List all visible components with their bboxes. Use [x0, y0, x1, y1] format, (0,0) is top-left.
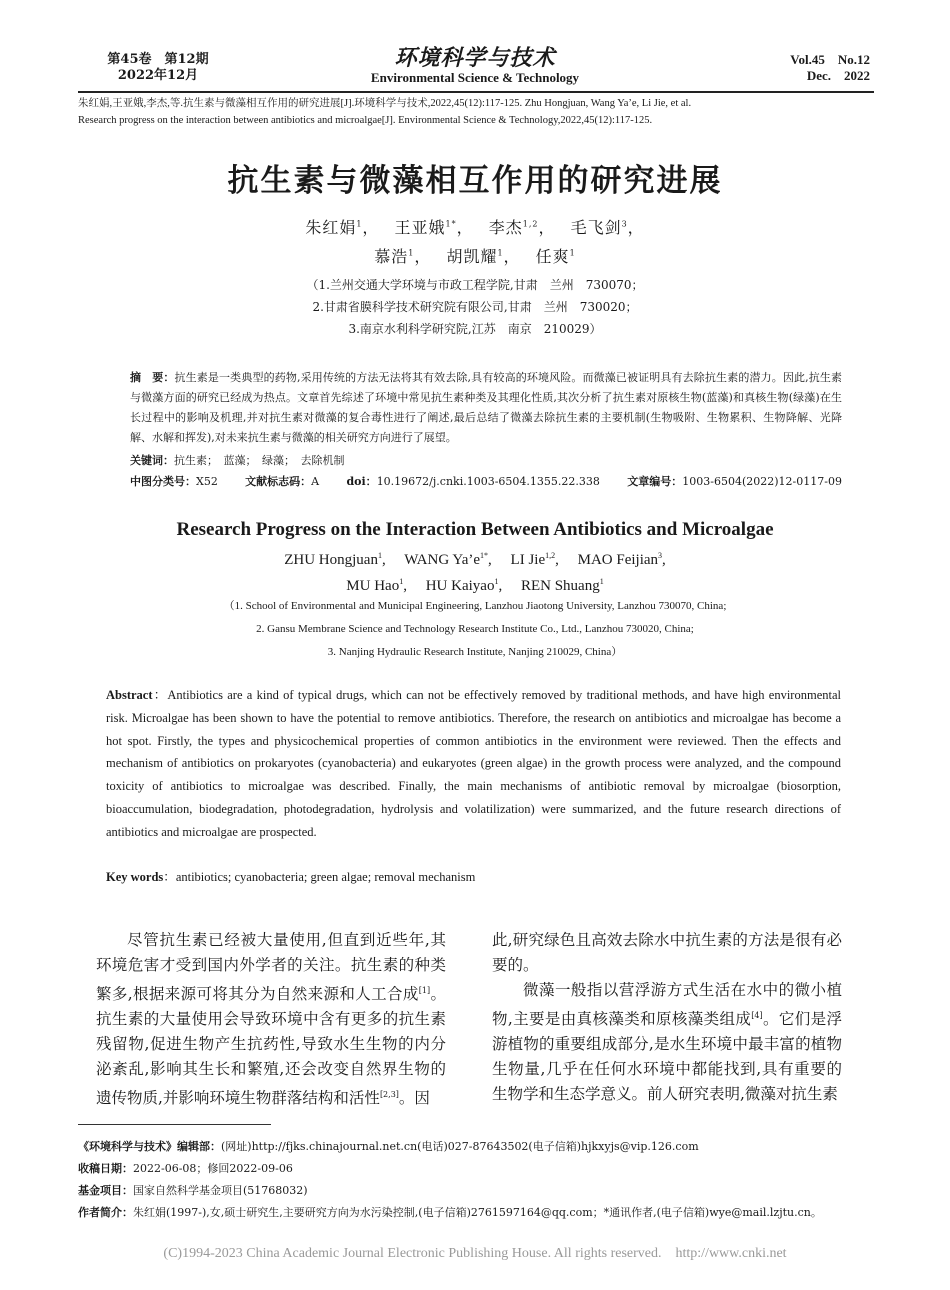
body-text: 。因	[398, 1089, 430, 1108]
footnote-label: 收稿日期：	[78, 1162, 133, 1175]
footnote-author	[78, 1204, 878, 1221]
author-name: 慕浩	[374, 247, 409, 266]
author-name-en: MAO Feijian	[577, 552, 659, 568]
author-affiliation-mark: 1	[399, 577, 404, 586]
author-name-en: LI Jie	[510, 552, 546, 568]
citation-ref: [4]	[751, 1011, 763, 1020]
keywords-cn	[130, 451, 842, 471]
author-affiliation-mark: 1	[497, 248, 504, 258]
doi-value: 10.19672/j.cnki.1003-6504.1355.22.338	[376, 475, 600, 488]
author-name-en: MU Hao	[346, 578, 400, 594]
affiliation-en-3: 3. Nanjing Hydraulic Research Institute, Nanjing 210029, China）	[327, 646, 623, 658]
author-affiliation-mark: 1	[408, 248, 415, 258]
footnote-rule	[78, 1124, 271, 1125]
author-affiliation-mark: 1	[599, 577, 604, 586]
body-column-left	[96, 928, 446, 1111]
keywords-en-text: antibiotics; cyanobacteria; green algae; removal mechanism	[175, 870, 476, 884]
author-name-en: ZHU Hongjuan	[284, 552, 378, 568]
body-text: 微藻一般指以营浮游方式生活在水中的微小植物,主要是由真核藻类和原核藻类组成	[492, 981, 842, 1029]
abstract-cn	[130, 368, 842, 448]
abstract-en-label: Abstract	[106, 688, 153, 702]
volume-en: Vol.45 No.12	[790, 52, 870, 67]
title-en: Research Progress on the Interaction Between Antibiotics and Microalgae	[176, 519, 774, 540]
affiliation-cn-2: 2.甘肃省膜科学技术研究院有限公司,甘肃 兰州 730020；	[312, 300, 638, 314]
affiliation-en-2: 2. Gansu Membrane Science and Technology Research Institute Co., Ltd., Lanzhou 730020, China;	[256, 623, 694, 635]
author-affiliation-mark: 3	[658, 551, 663, 560]
keywords-en-label: Key words	[106, 870, 164, 884]
author-affiliation-mark: 1*	[445, 219, 457, 229]
body-text: 。抗生素的大量使用会导致环境中含有更多的抗生素残留物,促进生物产生抗药性,导致水生生物的内分泌紊乱,影响其生长和繁殖,还会改变自然界生物的遗传物质,并影响环境生物群落结构和活性	[96, 985, 446, 1108]
doi	[346, 473, 599, 491]
citation-line-1: 朱红娟,王亚娥,李杰,等.抗生素与微藻相互作用的研究进展[J].环境科学与技术,2022,45(12):117-125. Zhu Hongjuan, Wang Ya’e, Li Jie, et al.	[78, 98, 692, 109]
journal-masthead	[330, 46, 620, 86]
authors-en-line-2: MU Hao$^1$, HU Kaiyao$^1$, REN Shuang$^1$	[346, 577, 604, 594]
article-number	[627, 473, 842, 491]
footnote-label: 《环境科学与技术》编辑部：	[78, 1140, 221, 1153]
author-affiliation-mark: 1	[356, 219, 363, 229]
author-name-en: REN Shuang	[520, 578, 600, 594]
affiliations-en	[0, 595, 950, 664]
authors-en-line-1: ZHU Hongjuan$^1$, WANG $Ya’e^{1*}$, LI Jie$^{1,2}$, MAO Feijian$^3$,	[284, 551, 666, 568]
date-en: Dec. 2022	[806, 68, 870, 83]
abstract-en	[106, 684, 841, 844]
volume-cn: 第45卷 第12期	[107, 52, 209, 67]
body-paragraph: 此,研究绿色且高效去除水中抗生素的方法是很有必要的。	[492, 931, 842, 974]
author-affiliation-mark: 1	[377, 551, 382, 560]
clc-label: 中图分类号：	[130, 475, 196, 488]
author-name: 朱红娟	[305, 218, 357, 237]
body-paragraph	[96, 928, 446, 1111]
authors-cn-line-2: 慕浩$^1$， 胡凯耀$^1$， 任爽$^1$	[374, 247, 576, 266]
citation-ref: [1]	[418, 986, 431, 995]
article-number-value: 1003-6504(2022)12-0117-09	[682, 475, 842, 488]
affiliation-cn-3: 3.南京水利科学研究院,江苏 南京 210029）	[348, 322, 602, 336]
footnote-text: 朱红娟(1997-),女,硕士研究生,主要研究方向为水污染控制,(电子信箱)2761597164@qq.com；*通讯作者,(电子信箱)wye@mail.lzjtu.cn。	[133, 1206, 822, 1219]
author-affiliation-mark: 1	[569, 248, 576, 258]
author-affiliation-mark: 3	[621, 219, 628, 229]
doc-label: 文献标志码：	[245, 475, 312, 488]
citation-ref: [2,3]	[379, 1090, 399, 1100]
clc-number	[130, 473, 218, 491]
citation-line-2: Research progress on the interaction between antibiotics and microalgae[J]. Environmental Science & Technology,2022,45(12):117-125.	[78, 115, 653, 126]
issue-info-en	[740, 52, 870, 84]
author-name-en: WANG Ya’e	[404, 552, 481, 568]
doc-value: A	[311, 475, 320, 488]
footnote-text: 国家自然科学基金项目(51768032)	[133, 1184, 308, 1197]
date-cn: 2022年12月	[117, 68, 199, 83]
footnote-label: 基金项目：	[78, 1184, 133, 1197]
author-affiliation-mark: 1*	[480, 551, 489, 560]
body-paragraph	[492, 978, 842, 1107]
body-column-right	[492, 928, 842, 1107]
article-number-label: 文章编号：	[627, 475, 683, 488]
author-affiliation-mark: 1,2	[522, 219, 539, 229]
authors-cn-line-1: 朱红娟$^1$， 王亚娥$^{1*}$， 李杰$^{1,2}$， 毛飞剑$^3$，	[305, 218, 645, 237]
abstract-en-sep: ：	[152, 688, 168, 702]
footnote-text: (网址)http://fjks.chinajournal.net.cn(电话)027-87643502(电子信箱)hjkxyjs@vip.126.com	[221, 1140, 699, 1153]
clc-value: X52	[196, 475, 218, 488]
author-name: 任爽	[535, 247, 570, 266]
keywords-cn-text: 抗生素； 蓝藻； 绿藻； 去除机制	[174, 454, 345, 467]
author-affiliation-mark: 1	[494, 577, 499, 586]
footnote-fund	[78, 1182, 878, 1199]
affiliations-cn	[0, 274, 950, 340]
author-name: 王亚娥	[394, 218, 446, 237]
footnote-label: 作者简介：	[78, 1206, 133, 1219]
keywords-en-sep: ：	[163, 870, 176, 884]
abstract-cn-label: 摘 要：	[130, 371, 175, 384]
body-text: 尽管抗生素已经被大量使用,但直到近些年,其环境危害才受到国内外学者的关注。抗生素的种类繁多,根据来源可将其分为自然来源和人工合成	[96, 931, 446, 1004]
doi-label: doi：	[346, 475, 377, 488]
author-name: 李杰	[488, 218, 523, 237]
citation	[78, 95, 878, 129]
author-name: 胡凯耀	[446, 247, 498, 266]
author-affiliation-mark: 1,2	[545, 551, 556, 560]
footnote-editorial	[78, 1138, 878, 1155]
abstract-cn-text: 抗生素是一类典型的药物,采用传统的方法无法将其有效去除,具有较高的环境风险。而微藻已被证明具有去除抗生素的潜力。因此,抗生素与微藻方面的研究已经成为热点。文章首先综述了环境中常见抗生素种类及其理化性质,其次分析了抗生素对原核生物(蓝藻)和真核生物(绿藻)在生长过程中的影响及机理,并对抗生素对微藻的复合毒性进行了阐述,最后总结了微藻去除抗生素的主要机制(生物吸附、生物累积、生物降解、光降解、水解和挥发),对未来抗生素与微藻的相关研究方向进行了展望。	[130, 371, 842, 444]
affiliation-en-1: （1. School of Environmental and Municipal Engineering, Lanzhou Jiaotong University, Lanzhou 730070, China;	[223, 600, 727, 612]
copyright-watermark: (C)1994-2023 China Academic Journal Electronic Publishing House. All rights reserved. http://www.cnki.net	[163, 1246, 787, 1261]
footnote-text: 2022-06-08；修回2022-09-06	[133, 1162, 293, 1175]
journal-name-en: Environmental Science & Technology	[370, 70, 580, 85]
classification-row	[130, 473, 842, 491]
abstract-en-text: Antibiotics are a kind of typical drugs, which can not be effectively removed by traditional methods, and have high environmental risk. Microalgae has been shown to have the potential to remove antibiotics. Therefore, the research on antibiotics and microalgae has become a hot spot. Firstly, the types and physicochemical properties of common antibiotics in the environment were reviewed. Then the effects and mechanism of antibiotics on prokaryotes (cyanobacteria) and eukaryotes (green algae) in the growth process were analyzed, and the compound toxicity of antibiotics to microalgae was described. Finally, the main mechanisms of antibiotic removal by microalgae (biosorption, bioaccumulation, biodegradation, photodegradation, hydrolysis and volatilization) were summarized, and the future research directions of antibiotics and microalgae are prospected.	[106, 688, 841, 839]
affiliation-cn-1: （1.兰州交通大学环境与市政工程学院,甘肃 兰州 730070；	[306, 278, 644, 292]
issue-info-cn	[88, 52, 228, 84]
author-name-en: HU Kaiyao	[425, 578, 495, 594]
journal-name-cn: 环境科学与技术	[394, 45, 556, 71]
title-cn: 抗生素与微藻相互作用的研究进展	[227, 163, 723, 199]
document-code	[245, 473, 319, 491]
keywords-en	[106, 867, 841, 887]
author-name: 毛飞剑	[570, 218, 622, 237]
keywords-cn-label: 关键词：	[130, 454, 174, 467]
header-rule	[78, 91, 874, 93]
body-text: 。它们是浮游植物的重要组成部分,是水生环境中最丰富的植物生物量,几乎在任何水环境中都能找到,具有重要的生物学和生态学意义。前人研究表明,微藻对抗生素	[492, 1010, 842, 1104]
footnote-received	[78, 1160, 878, 1177]
